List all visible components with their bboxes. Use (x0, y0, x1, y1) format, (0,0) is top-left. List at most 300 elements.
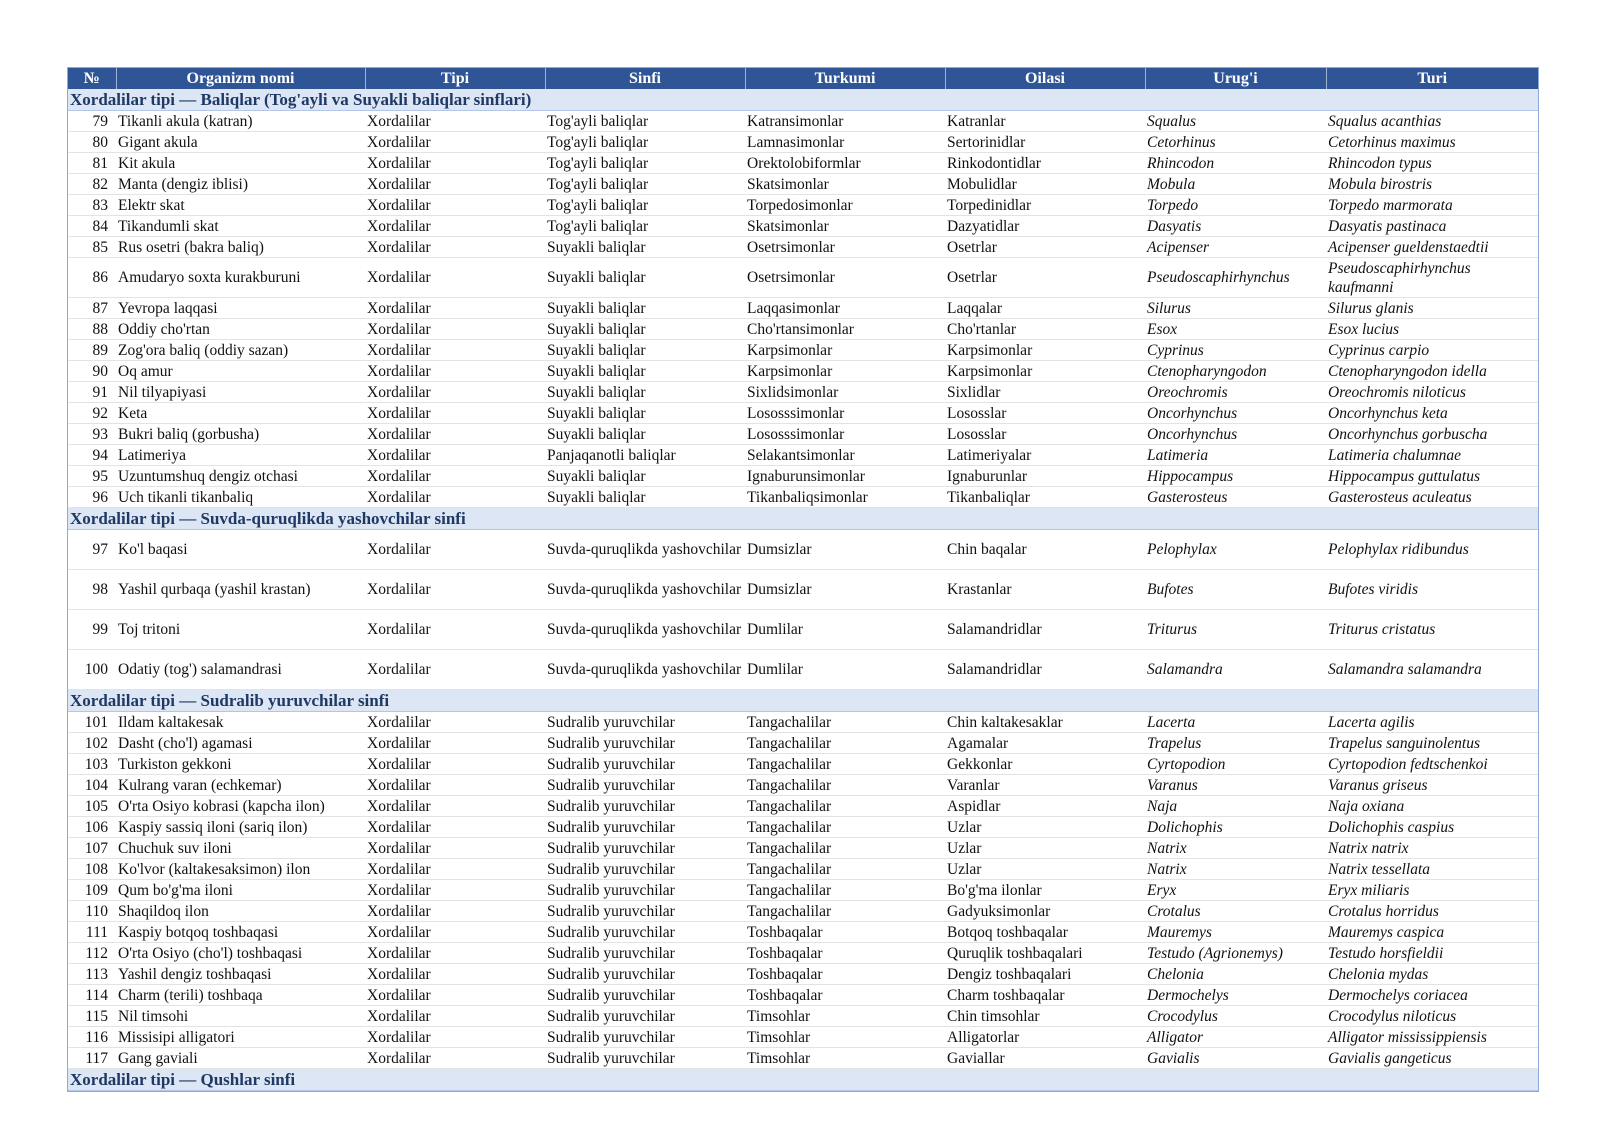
order-cell: Tangachalilar (745, 838, 945, 859)
type-cell: Xordalilar (365, 985, 545, 1006)
order-cell: Selakantsimonlar (745, 445, 945, 466)
col-species-header: Turi (1326, 68, 1538, 89)
table-row (68, 361, 1538, 382)
order-cell: Tangachalilar (745, 859, 945, 880)
organism-name: Qum bo'g'ma iloni (116, 880, 365, 901)
table-row (68, 403, 1538, 424)
col-order-header: Turkumi (745, 68, 945, 89)
type-cell: Xordalilar (365, 319, 545, 340)
order-cell: Osetrsimonlar (745, 258, 945, 298)
order-cell: Toshbaqalar (745, 943, 945, 964)
type-cell: Xordalilar (365, 487, 545, 508)
class-cell: Sudralib yuruvchilar (545, 1027, 745, 1048)
family-cell: Chin baqalar (945, 530, 1145, 570)
family-cell: Uzlar (945, 817, 1145, 838)
row-number: 107 (68, 838, 116, 859)
species-cell: Gasterosteus aculeatus (1326, 487, 1538, 508)
class-cell: Tog'ayli baliqlar (545, 153, 745, 174)
type-cell: Xordalilar (365, 298, 545, 319)
order-cell: Tangachalilar (745, 733, 945, 754)
table-row (68, 1027, 1538, 1048)
row-number: 100 (68, 650, 116, 690)
organism-name: Manta (dengiz iblisi) (116, 174, 365, 195)
type-cell: Xordalilar (365, 943, 545, 964)
genus-cell: Pseudoscaphirhynchus (1145, 258, 1326, 298)
class-cell: Sudralib yuruvchilar (545, 838, 745, 859)
species-cell: Pseudoscaphirhynchus kaufmanni (1326, 258, 1538, 298)
species-cell: Chelonia mydas (1326, 964, 1538, 985)
genus-cell: Dolichophis (1145, 817, 1326, 838)
genus-cell: Eryx (1145, 880, 1326, 901)
family-cell: Torpedinidlar (945, 195, 1145, 216)
organism-name: Amudaryo soxta kurakburuni (116, 258, 365, 298)
species-cell: Eryx miliaris (1326, 880, 1538, 901)
order-cell: Skatsimonlar (745, 174, 945, 195)
col-name-header: Organizm nomi (116, 68, 365, 89)
order-cell: Toshbaqalar (745, 985, 945, 1006)
row-number: 81 (68, 153, 116, 174)
family-cell: Gadyuksimonlar (945, 901, 1145, 922)
organism-name: Uzuntumshuq dengiz otchasi (116, 466, 365, 487)
class-cell: Suvda-quruqlikda yashovchilar (545, 610, 745, 650)
family-cell: Rinkodontidlar (945, 153, 1145, 174)
genus-cell: Pelophylax (1145, 530, 1326, 570)
organism-name: Kaspiy botqoq toshbaqasi (116, 922, 365, 943)
class-cell: Sudralib yuruvchilar (545, 880, 745, 901)
family-cell: Karpsimonlar (945, 340, 1145, 361)
row-number: 80 (68, 132, 116, 153)
family-cell: Botqoq toshbaqalar (945, 922, 1145, 943)
row-number: 116 (68, 1027, 116, 1048)
section-title: Xordalilar tipi — Sudralib yuruvchilar sinfi (68, 690, 1538, 712)
order-cell: Torpedosimonlar (745, 195, 945, 216)
table-row (68, 1006, 1538, 1027)
order-cell: Lamnasimonlar (745, 132, 945, 153)
order-cell: Tangachalilar (745, 901, 945, 922)
species-cell: Crotalus horridus (1326, 901, 1538, 922)
type-cell: Xordalilar (365, 132, 545, 153)
family-cell: Lososslar (945, 424, 1145, 445)
order-cell: Tikanbaliqsimonlar (745, 487, 945, 508)
type-cell: Xordalilar (365, 111, 545, 132)
organism-name: Ko'lvor (kaltakesaksimon) ilon (116, 859, 365, 880)
header-row (68, 68, 1538, 89)
table-row (68, 985, 1538, 1006)
row-number: 86 (68, 258, 116, 298)
class-cell: Suyakli baliqlar (545, 298, 745, 319)
family-cell: Lososslar (945, 403, 1145, 424)
type-cell: Xordalilar (365, 775, 545, 796)
table-row (68, 298, 1538, 319)
order-cell: Dumlilar (745, 610, 945, 650)
type-cell: Xordalilar (365, 712, 545, 733)
row-number: 97 (68, 530, 116, 570)
order-cell: Skatsimonlar (745, 216, 945, 237)
family-cell: Bo'g'ma ilonlar (945, 880, 1145, 901)
row-number: 93 (68, 424, 116, 445)
order-cell: Timsohlar (745, 1027, 945, 1048)
species-cell: Oreochromis niloticus (1326, 382, 1538, 403)
class-cell: Sudralib yuruvchilar (545, 859, 745, 880)
table-row (68, 610, 1538, 650)
table-row (68, 195, 1538, 216)
row-number: 82 (68, 174, 116, 195)
organism-name: Yevropa laqqasi (116, 298, 365, 319)
row-number: 103 (68, 754, 116, 775)
species-cell: Crocodylus niloticus (1326, 1006, 1538, 1027)
genus-cell: Esox (1145, 319, 1326, 340)
order-cell: Karpsimonlar (745, 361, 945, 382)
row-number: 89 (68, 340, 116, 361)
type-cell: Xordalilar (365, 258, 545, 298)
col-class-header: Sinfi (545, 68, 745, 89)
species-cell: Cetorhinus maximus (1326, 132, 1538, 153)
row-number: 95 (68, 466, 116, 487)
order-cell: Tangachalilar (745, 880, 945, 901)
species-cell: Alligator mississippiensis (1326, 1027, 1538, 1048)
species-cell: Lacerta agilis (1326, 712, 1538, 733)
class-cell: Suvda-quruqlikda yashovchilar (545, 570, 745, 610)
row-number: 109 (68, 880, 116, 901)
col-genus-header: Urug'i (1145, 68, 1326, 89)
organism-name: Zog'ora baliq (oddiy sazan) (116, 340, 365, 361)
family-cell: Quruqlik toshbaqalari (945, 943, 1145, 964)
genus-cell: Silurus (1145, 298, 1326, 319)
class-cell: Tog'ayli baliqlar (545, 111, 745, 132)
organism-name: Kaspiy sassiq iloni (sariq ilon) (116, 817, 365, 838)
table-row (68, 258, 1538, 298)
genus-cell: Triturus (1145, 610, 1326, 650)
organism-name: Uch tikanli tikanbaliq (116, 487, 365, 508)
order-cell: Tangachalilar (745, 775, 945, 796)
order-cell: Dumsizlar (745, 570, 945, 610)
class-cell: Sudralib yuruvchilar (545, 901, 745, 922)
row-number: 106 (68, 817, 116, 838)
genus-cell: Crocodylus (1145, 1006, 1326, 1027)
genus-cell: Oreochromis (1145, 382, 1326, 403)
family-cell: Uzlar (945, 838, 1145, 859)
table-row (68, 340, 1538, 361)
table-row (68, 487, 1538, 508)
class-cell: Tog'ayli baliqlar (545, 132, 745, 153)
table-row (68, 174, 1538, 195)
table-row (68, 754, 1538, 775)
class-cell: Tog'ayli baliqlar (545, 195, 745, 216)
family-cell: Aspidlar (945, 796, 1145, 817)
genus-cell: Rhincodon (1145, 153, 1326, 174)
table-row (68, 943, 1538, 964)
family-cell: Mobulidlar (945, 174, 1145, 195)
order-cell: Toshbaqalar (745, 964, 945, 985)
organism-name: Chuchuk suv iloni (116, 838, 365, 859)
order-cell: Lososssimonlar (745, 424, 945, 445)
section-title: Xordalilar tipi — Suvda-quruqlikda yashovchilar sinfi (68, 508, 1538, 530)
genus-cell: Alligator (1145, 1027, 1326, 1048)
class-cell: Sudralib yuruvchilar (545, 754, 745, 775)
type-cell: Xordalilar (365, 174, 545, 195)
organism-name: Yashil qurbaqa (yashil krastan) (116, 570, 365, 610)
section-heading-row (68, 508, 1538, 530)
class-cell: Suyakli baliqlar (545, 424, 745, 445)
organism-name: Bukri baliq (gorbusha) (116, 424, 365, 445)
genus-cell: Lacerta (1145, 712, 1326, 733)
order-cell: Ignaburunsimonlar (745, 466, 945, 487)
organism-name: Ildam kaltakesak (116, 712, 365, 733)
class-cell: Suvda-quruqlikda yashovchilar (545, 650, 745, 690)
class-cell: Suyakli baliqlar (545, 382, 745, 403)
type-cell: Xordalilar (365, 838, 545, 859)
order-cell: Osetrsimonlar (745, 237, 945, 258)
order-cell: Dumlilar (745, 650, 945, 690)
family-cell: Gekkonlar (945, 754, 1145, 775)
order-cell: Timsohlar (745, 1048, 945, 1069)
genus-cell: Gavialis (1145, 1048, 1326, 1069)
type-cell: Xordalilar (365, 445, 545, 466)
type-cell: Xordalilar (365, 153, 545, 174)
family-cell: Charm toshbaqalar (945, 985, 1145, 1006)
organism-name: Rus osetri (bakra baliq) (116, 237, 365, 258)
row-number: 105 (68, 796, 116, 817)
species-cell: Oncorhynchus gorbuscha (1326, 424, 1538, 445)
species-cell: Esox lucius (1326, 319, 1538, 340)
order-cell: Lososssimonlar (745, 403, 945, 424)
family-cell: Osetrlar (945, 237, 1145, 258)
family-cell: Gaviallar (945, 1048, 1145, 1069)
family-cell: Cho'rtanlar (945, 319, 1145, 340)
species-cell: Natrix tessellata (1326, 859, 1538, 880)
organism-name: Turkiston gekkoni (116, 754, 365, 775)
section-heading-row (68, 89, 1538, 111)
row-number: 87 (68, 298, 116, 319)
class-cell: Suyakli baliqlar (545, 258, 745, 298)
species-cell: Natrix natrix (1326, 838, 1538, 859)
species-cell: Salamandra salamandra (1326, 650, 1538, 690)
organism-name: Ko'l baqasi (116, 530, 365, 570)
type-cell: Xordalilar (365, 1048, 545, 1069)
organism-name: Gigant akula (116, 132, 365, 153)
section-heading-row (68, 690, 1538, 712)
row-number: 94 (68, 445, 116, 466)
class-cell: Tog'ayli baliqlar (545, 216, 745, 237)
class-cell: Suyakli baliqlar (545, 319, 745, 340)
family-cell: Chin kaltakesaklar (945, 712, 1145, 733)
table-row (68, 319, 1538, 340)
organism-name: Oddiy cho'rtan (116, 319, 365, 340)
organism-name: O'rta Osiyo (cho'l) toshbaqasi (116, 943, 365, 964)
row-number: 101 (68, 712, 116, 733)
table-row (68, 838, 1538, 859)
type-cell: Xordalilar (365, 570, 545, 610)
type-cell: Xordalilar (365, 650, 545, 690)
species-cell: Trapelus sanguinolentus (1326, 733, 1538, 754)
organism-name: Toj tritoni (116, 610, 365, 650)
class-cell: Suyakli baliqlar (545, 403, 745, 424)
family-cell: Varanlar (945, 775, 1145, 796)
type-cell: Xordalilar (365, 216, 545, 237)
organism-name: Charm (terili) toshbaqa (116, 985, 365, 1006)
species-cell: Silurus glanis (1326, 298, 1538, 319)
genus-cell: Natrix (1145, 838, 1326, 859)
class-cell: Sudralib yuruvchilar (545, 817, 745, 838)
genus-cell: Natrix (1145, 859, 1326, 880)
genus-cell: Squalus (1145, 111, 1326, 132)
col-family-header: Oilasi (945, 68, 1145, 89)
type-cell: Xordalilar (365, 1027, 545, 1048)
species-cell: Torpedo marmorata (1326, 195, 1538, 216)
row-number: 111 (68, 922, 116, 943)
class-cell: Sudralib yuruvchilar (545, 1048, 745, 1069)
organism-name: Keta (116, 403, 365, 424)
genus-cell: Ctenopharyngodon (1145, 361, 1326, 382)
class-cell: Sudralib yuruvchilar (545, 733, 745, 754)
type-cell: Xordalilar (365, 964, 545, 985)
family-cell: Karpsimonlar (945, 361, 1145, 382)
row-number: 115 (68, 1006, 116, 1027)
table-row (68, 466, 1538, 487)
row-number: 84 (68, 216, 116, 237)
table-row (68, 650, 1538, 690)
type-cell: Xordalilar (365, 754, 545, 775)
family-cell: Alligatorlar (945, 1027, 1145, 1048)
species-cell: Bufotes viridis (1326, 570, 1538, 610)
family-cell: Latimeriyalar (945, 445, 1145, 466)
col-number-header: № (68, 68, 116, 89)
type-cell: Xordalilar (365, 530, 545, 570)
table-row (68, 901, 1538, 922)
species-cell: Rhincodon typus (1326, 153, 1538, 174)
genus-cell: Crotalus (1145, 901, 1326, 922)
class-cell: Panjaqanotli baliqlar (545, 445, 745, 466)
table-row (68, 796, 1538, 817)
order-cell: Sixlidsimonlar (745, 382, 945, 403)
type-cell: Xordalilar (365, 859, 545, 880)
table-row (68, 964, 1538, 985)
table-row (68, 382, 1538, 403)
order-cell: Tangachalilar (745, 796, 945, 817)
order-cell: Cho'rtansimonlar (745, 319, 945, 340)
table-header (68, 68, 1538, 89)
family-cell: Salamandridlar (945, 610, 1145, 650)
genus-cell: Cetorhinus (1145, 132, 1326, 153)
organism-name: Nil tilyapiyasi (116, 382, 365, 403)
type-cell: Xordalilar (365, 466, 545, 487)
order-cell: Orektolobiformlar (745, 153, 945, 174)
species-cell: Mobula birostris (1326, 174, 1538, 195)
table-row (68, 132, 1538, 153)
organism-name: Elektr skat (116, 195, 365, 216)
organism-name: O'rta Osiyo kobrasi (kapcha ilon) (116, 796, 365, 817)
organism-name: Dasht (cho'l) agamasi (116, 733, 365, 754)
table-row (68, 111, 1538, 132)
genus-cell: Salamandra (1145, 650, 1326, 690)
table-row (68, 216, 1538, 237)
type-cell: Xordalilar (365, 340, 545, 361)
type-cell: Xordalilar (365, 237, 545, 258)
table-row (68, 775, 1538, 796)
class-cell: Sudralib yuruvchilar (545, 796, 745, 817)
species-cell: Ctenopharyngodon idella (1326, 361, 1538, 382)
section-title: Xordalilar tipi — Qushlar sinfi (68, 1069, 1538, 1091)
order-cell: Tangachalilar (745, 712, 945, 733)
family-cell: Katranlar (945, 111, 1145, 132)
row-number: 104 (68, 775, 116, 796)
organism-name: Shaqildoq ilon (116, 901, 365, 922)
table-row (68, 530, 1538, 570)
family-cell: Chin timsohlar (945, 1006, 1145, 1027)
type-cell: Xordalilar (365, 796, 545, 817)
table-row (68, 817, 1538, 838)
organism-name: Tikandumli skat (116, 216, 365, 237)
type-cell: Xordalilar (365, 922, 545, 943)
class-cell: Sudralib yuruvchilar (545, 712, 745, 733)
genus-cell: Oncorhynchus (1145, 424, 1326, 445)
species-cell: Pelophylax ridibundus (1326, 530, 1538, 570)
class-cell: Suvda-quruqlikda yashovchilar (545, 530, 745, 570)
family-cell: Uzlar (945, 859, 1145, 880)
row-number: 117 (68, 1048, 116, 1069)
family-cell: Agamalar (945, 733, 1145, 754)
row-number: 114 (68, 985, 116, 1006)
col-type-header: Tipi (365, 68, 545, 89)
organism-name: Yashil dengiz toshbaqasi (116, 964, 365, 985)
row-number: 112 (68, 943, 116, 964)
type-cell: Xordalilar (365, 817, 545, 838)
class-cell: Sudralib yuruvchilar (545, 985, 745, 1006)
taxonomy-table-container (67, 67, 1539, 1092)
family-cell: Dazyatidlar (945, 216, 1145, 237)
table-row (68, 922, 1538, 943)
genus-cell: Torpedo (1145, 195, 1326, 216)
table-body (68, 89, 1538, 1091)
class-cell: Suyakli baliqlar (545, 487, 745, 508)
row-number: 110 (68, 901, 116, 922)
organism-name: Oq amur (116, 361, 365, 382)
table-row (68, 1048, 1538, 1069)
row-number: 85 (68, 237, 116, 258)
genus-cell: Oncorhynchus (1145, 403, 1326, 424)
organism-name: Missisipi alligatori (116, 1027, 365, 1048)
organism-name: Nil timsohi (116, 1006, 365, 1027)
taxonomy-table (68, 68, 1538, 1091)
section-title: Xordalilar tipi — Baliqlar (Tog'ayli va Suyakli baliqlar sinflari) (68, 89, 1538, 111)
row-number: 102 (68, 733, 116, 754)
species-cell: Triturus cristatus (1326, 610, 1538, 650)
table-row (68, 880, 1538, 901)
row-number: 108 (68, 859, 116, 880)
row-number: 79 (68, 111, 116, 132)
species-cell: Varanus griseus (1326, 775, 1538, 796)
organism-name: Latimeriya (116, 445, 365, 466)
genus-cell: Cyrtopodion (1145, 754, 1326, 775)
species-cell: Gavialis gangeticus (1326, 1048, 1538, 1069)
order-cell: Dumsizlar (745, 530, 945, 570)
family-cell: Sixlidlar (945, 382, 1145, 403)
species-cell: Dermochelys coriacea (1326, 985, 1538, 1006)
species-cell: Dasyatis pastinaca (1326, 216, 1538, 237)
family-cell: Tikanbaliqlar (945, 487, 1145, 508)
table-row (68, 733, 1538, 754)
type-cell: Xordalilar (365, 382, 545, 403)
species-cell: Cyrtopodion fedtschenkoi (1326, 754, 1538, 775)
organism-name: Gang gaviali (116, 1048, 365, 1069)
family-cell: Ignaburunlar (945, 466, 1145, 487)
class-cell: Suyakli baliqlar (545, 361, 745, 382)
table-row (68, 153, 1538, 174)
class-cell: Sudralib yuruvchilar (545, 943, 745, 964)
type-cell: Xordalilar (365, 361, 545, 382)
organism-name: Tikanli akula (katran) (116, 111, 365, 132)
genus-cell: Mauremys (1145, 922, 1326, 943)
